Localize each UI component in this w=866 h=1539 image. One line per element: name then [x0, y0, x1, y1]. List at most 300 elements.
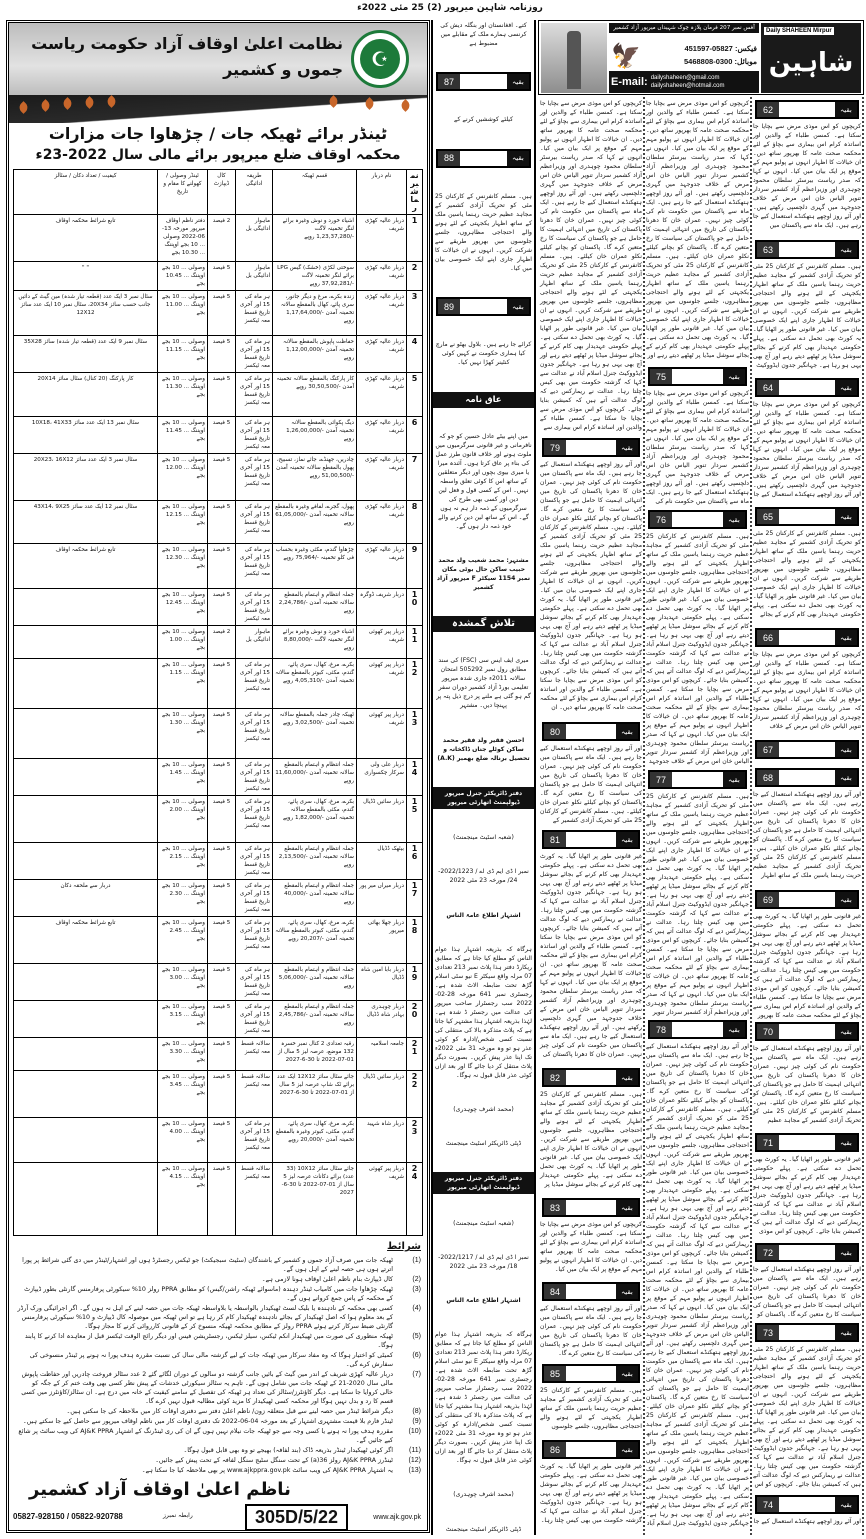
- cell-shrine: دربار عالیہ کھڑی شریف: [356, 215, 406, 261]
- term-item: [17, 1427, 421, 1445]
- cell-pay: ہر ماہ کی 15 اور آخری تاریخ قسط معہ ٹیکسز: [235, 1001, 272, 1037]
- mda-sign-2: (محمد اشرف چوہدری): [453, 1491, 514, 1499]
- cell-remark: [14, 1038, 157, 1070]
- lost-body: میری ایف ایس سی (FSC) کی سند مطابق رول نمبر 505292 امتحان سالانہ 2011ء جاری شدہ میرپور تعلیمی بورڈ آزاد کشمیر دوران سفر گم ہو گئی ہے ملنے پر درج ذیل پتہ پر پہنچا دیں۔ مشتہر: [436, 657, 531, 710]
- terms-title: شرائط: [387, 1241, 421, 1252]
- cell-pay: ہر ماہ کی 15 اور آخری تاریخ قسط معہ ٹیکسز: [235, 544, 272, 588]
- box-number: 65: [757, 509, 779, 524]
- term-text: اگر کوئی ٹھیکیدار ٹینڈر بذریعہ ڈاک (بند لفافہ) بھیجے تو وہ بھی قابل قبول ہوگا۔: [183, 1447, 393, 1454]
- continued-box-89: 89 بقیہ: [436, 297, 531, 316]
- cell-dep: 5 فیصد: [207, 336, 235, 372]
- cell-dep: 5 فیصد: [207, 843, 235, 879]
- term-text: یہ اشتہار AJ&K PPRA کی ویب سائٹ www.ajkppra.gov.pk پر بھی ملاحظہ کیا جا سکتا ہے۔: [141, 1467, 393, 1474]
- cell-date: وصولی ... 10 بجے اوپننگ ... 1.00 بجے: [157, 626, 207, 658]
- cell-remark: تابع شرائط محکمہ اوقاف: [55, 920, 116, 926]
- continued-box-64: [755, 378, 859, 397]
- news-text: غیر قانونی طور پر اٹھایا گیا۔ یہ کورٹ بھی تحمل دے سکتی ہے۔ پہلے حکومتی عہدیدار بھی کام کرنے کے بجائے سوشل میڈیا پر ٹھٹھے دیتے رہے اور آج بھی یہی ہو رہا ہے۔ جہانگیر جدون ایڈووکیٹ جنرل اسلام آباد نے عدالت سے کہا کہ گزشتہ حکومت میں بھی کیس چلتا رہا۔ عدالت نے ریمارکس دیے کہ لوگ عدالت آتے ہیں کہ کمیشن بنایا جائے۔ کریچوں کو اس موذی: [753, 1156, 861, 1235]
- cell-shrine: دربار علی ولی سرکار چکسواری: [356, 759, 406, 795]
- news-text: اور آئے روز اوچھے ہتھکنڈے استعمال کیے جا رہے ہیں۔ ایک ماہ سے پاکستان میں حکومت نام کی کوئی چیز نہیں۔ عمران خان کا دھرنا پاکستان کی تاریخ میں انتہائی اہمیت کا حامل ہے جو پاکستان کی سیاست کا رخ متعین کرے گا۔ پاکستان کو بچانے کیلئے نکلو عمران خان کیلئے۔ ہیں۔ مسلم کانفرنس کے کارکنان 25 مئی کو تحریک آزادی کشمیر کے: [540, 745, 642, 824]
- term-item: [17, 1256, 421, 1274]
- column-header: قسم ٹھیکہ: [272, 170, 356, 214]
- term-number: (12): [408, 1457, 421, 1464]
- news-text: ہیں۔ مسلم کانفرنس کے کارکنان 25 مئی کو تحریک آزادی کشمیر کے مجاہد عظیم حریت رہنما یاسین ملک کے ساتھ اظہار یکجہتی کے لئے ہونے والے احتجاجی مظاہروں، جلسے جلوسوں میں بھرپور طریقے سے شرکت کریں۔ انہوں نے ان خیالات کا اظہار جاری اپنے ایک خصوصی بیان میں کیا۔ غیر قانونی طور پر اٹھایا گیا۔ یہ کورٹ بھی تحمل دے سکتی ہے۔ پہلے حکومتی عہدیدار بھی کام کرنے کے بجائے: [753, 530, 861, 618]
- table-row: [14, 589, 422, 626]
- box-number: 80: [544, 724, 566, 739]
- cell-shrine: بیٹھک ڈڈیال: [356, 843, 406, 879]
- term-text: ٹینڈرز AJ&K PPRA رولز 36(a) کے تحت سنگل سٹیج سنگل لفافہ کے تحت پیش کیے جائیں۔: [155, 1457, 393, 1464]
- box-number: 86: [544, 1442, 566, 1457]
- news-text: کریچوں کو اس موذی مرض سے بچایا جا سکتا ہے۔ کمسن طلباء کے والدین اور اساتذہ کرام اس بیماری سے بچاؤ کے لئے محکمہ صحت عامہ کا بھرپور ساتھ دیں۔ ان خیالات کا اظہار انہوں نے پولیو مہم کے موقع پر ایک بیان میں کیا۔: [540, 1221, 642, 1273]
- term-number: (5): [412, 1333, 421, 1340]
- cell-no: 14: [406, 759, 422, 795]
- cell-dep: 5 فیصد: [207, 454, 235, 500]
- continued-box-68: [755, 768, 859, 787]
- cell-type: کار پارکنگ بالمقطع سالانہ تخمینہ آمدن -/30,50,500 روپے: [272, 373, 356, 416]
- box-number: 68: [757, 770, 779, 785]
- cell-pay: ہر ماہ کی 15 اور آخری تاریخ قسط معہ ٹیکسز: [235, 454, 272, 500]
- cell-no: 1: [406, 215, 422, 261]
- news-snippet: کرائے جا رہے ہیں۔ بلاول بھٹو نے مارچ کیا ہماری حکومت نے کہیں کوئی کنٹینر کھڑا نہیں کیا۔: [435, 341, 532, 367]
- cell-shrine: دربار جھلا بھائی میرپور: [356, 917, 406, 963]
- box-number: 72: [757, 1245, 779, 1260]
- cell-date: وصولی ... 10 بجے اوپننگ ... 3.15 بجے: [157, 1001, 207, 1037]
- term-item: [17, 1285, 421, 1303]
- cell-pay: ہر ماہ کی 15 اور آخری تاریخ قسط معہ ٹیکسز: [235, 501, 272, 543]
- cell-dep: 2 فیصد: [207, 215, 235, 261]
- cell-shrine: دربار عالیہ کھڑی شریف: [356, 291, 406, 335]
- office-address: آفس نمبر 207 فرمان پلازہ چوک شہیداں میرپور آزاد کشمیر: [609, 23, 759, 33]
- cell-pay: ہر ماہ کی 15 اور آخری تاریخ قسط معہ ٹیکسز: [235, 880, 272, 916]
- box-number: 63: [757, 242, 779, 257]
- cell-dep: 5 فیصد: [207, 1163, 235, 1235]
- continued-label: بقیہ: [616, 440, 638, 455]
- cell-dep: 5 فیصد: [207, 759, 235, 795]
- cell-pay: ہر ماہ کی 15 اور آخری تاریخ قسط معہ ٹیکسز: [235, 336, 272, 372]
- continued-label: بقیہ: [835, 102, 857, 117]
- cell-shrine: دربار عالیہ کھڑی شریف: [356, 454, 406, 500]
- aaq-nama-heading: عاق نامہ: [433, 392, 534, 408]
- cell-shrine: دربار شریف ڈوگرہ: [356, 589, 406, 625]
- column-header: کیفیت / تعداد دکان / سٹالز: [54, 173, 117, 179]
- term-item: [17, 1351, 421, 1369]
- continued-label: بقیہ: [835, 1245, 857, 1260]
- cell-remark: سٹال نمبر 9 ایک عدد (قطعہ تیار شدہ) سائز 35X28: [23, 339, 148, 345]
- news-text: اور آئے روز اوچھے ہتھکنڈے استعمال کیے جا رہے ہیں۔ ایک ماہ سے پاکستان میں حکومت نام کی کوئی چیز نہیں۔ عمران خان کا دھرنا پاکستان کی تاریخ میں انتہائی اہمیت کا حامل ہے جو پاکستان کی سیاست کا رخ متعین کرے گا۔ پاکستان کو بچانے کیلئے نکلو عمران خان کیلئے۔ ہیں۔ مسلم کانفرنس کے کارکنان 25 مئی کو تحریک آزادی کشمیر کے مجاہد عظیم: [753, 1045, 861, 1124]
- news-text: اور آئے روز اوچھے ہتھکنڈے استعمال کیے جا رہے ہیں۔ ایک ماہ سے پاکستان میں حکومت نام کی کوئی چیز نہیں۔ عمران خان کا دھرنا پاکستان کی تاریخ میں انتہائی اہمیت کا حامل ہے جو پاکستان کی سیاست کا رخ متعین کرے گا۔ پاکستان کو بچانے کیلئے نکلو عمران خان کیلئے۔ ہیں۔ مسلم کانفرنس کے کارکنان 25 مئی کو تحریک آزادی کشمیر کے مجاہد عظیم حریت رہنما یاسین ملک کے ساتھ اظہار یکجہتی کے لئے ہونے والے احتجاجی مظاہروں، جلسے جلوسوں میں بھرپور طریقے سے شرکت کریں۔ انہوں نے ان خیالات کا اظہار جاری اپنے ایک خصوصی بیان میں کیا۔ غیر قانونی طور پر اٹھایا گیا۔ یہ کورٹ بھی تحمل دے سکتی ہے۔ پہلے حکومتی عہدیدار بھی کام کرنے کے بجائے سوشل میڈیا پر ٹھٹھے دیتے رہے اور آج بھی یہی ہو رہا ہے۔ جہانگیر جدون ایڈووکیٹ جنرل اسلام آباد نے عدالت سے کہا کہ گزشتہ حکومت میں بھی کیس چلتا رہا۔ عدالت نے ریمارکس دیے کہ لوگ عدالت آتے ہیں کہ کمیشن بنایا جائے۔ کریچوں کو اس موذی مرض سے بچایا جا سکتا ہے۔ کمسن طلباء کے والدین اور اساتذہ کرام اس بیماری سے بچاؤ کے لئے محکمہ صحت عامہ کا بھرپور ساتھ دیں۔ ان خیالات کا اظہار انہوں نے پولیو مہم کے موقع پر ایک بیان میں کیا۔ انہوں نے کہا کہ صدر ریاست بیرسٹر سلطان محمود چوہدری اور وزیراعظم آزاد کشمیر سردار تنویر الیاس خان اس مرض کے خلاف جدوجہد میں گہری دلچسپی رکھتے ہیں۔ اور آئے روز اوچھے ہتھکنڈے استعمال کیے جا رہے ہیں۔ ایک ماہ سے پاکستان میں حکومت نام کی کوئی چیز نہیں۔ عمران خان کا دھرنا پاکستان کی تاریخ میں انتہائی اہمیت کا حامل ہے جو پاکستان کی سیاست کا رخ متعین کرے گا۔ پاکستان کو بچانے کیلئے نکلو عمران خان کیلئے۔ ہیں۔ مسلم کانفرنس کے کارکنان 25 مئی کو تحریک آزادی کشمیر کے مجاہد عظیم حریت رہنما یاسین ملک کے ساتھ اظہار یکجہتی کے لئے ہونے والے احتجاجی مظاہروں، جلسے جلوسوں میں بھرپور طریقے سے شرکت کریں۔ انہوں نے ان خیالات کا اظہار جاری اپنے ایک خصوصی بیان میں کیا۔ غیر قانونی طور پر اٹھایا گیا۔ یہ کورٹ بھی تحمل دے سکتی ہے۔ پہلے حکومتی عہدیدار بھی کام کرنے کے بجائے سوشل میڈیا پر ٹھٹھے دیتے رہے اور آج بھی یہی ہو رہا ہے۔ جہانگیر جدون ایڈووکیٹ جنرل اسلام آباد: [646, 1043, 749, 1527]
- cell-date: وصولی ... 10 بجے اوپننگ ... 12.30 بجے: [157, 544, 207, 588]
- continued-box-71: [755, 1133, 859, 1152]
- cell-no: 16: [406, 843, 422, 879]
- website-link[interactable]: www.ajk.gov.pk: [373, 1514, 421, 1521]
- continued-label: بقیہ: [835, 742, 857, 757]
- dateline: روزنامہ شاہین میرپور (2) 25 مئی 2022ء: [357, 3, 543, 13]
- news-text: اور آئے روز اوچھے ہتھکنڈے استعمال کیے جا رہے ہیں۔ ایک ماہ سے پاکستان میں حکومت نام کی کوئی چیز نہیں۔ عمران خان کا دھرنا پاکستان کی تاریخ میں انتہائی اہمیت کا حامل ہے جو پاکستان کی سیاست کا رخ متعین کرے گا۔ پاکستان کو: [753, 1266, 861, 1318]
- column-divider: [862, 97, 864, 1535]
- term-text: کال ڈیپازٹ بنام ناظم اعلیٰ اوقاف ہونا لازمی ہے۔: [261, 1276, 393, 1283]
- cell-pay: ہر ماہ کی 15 اور آخری تاریخ قسط معہ ٹیکسز: [235, 589, 272, 625]
- term-text: مقررہ ہدف پورا نہ ہونے یا کسی وجہ سے جو ٹھیکہ جات نیلام نہیں ہوں گے ان کی ری ٹینڈرنگ کے اشتہار AJ&K PPRA کی ویب سائٹ پر شائع کیے جائیں گے۔: [18, 1428, 393, 1444]
- decorative-leaf-band: [9, 95, 427, 123]
- term-text: دیگر شرائط ٹینڈر میں حصہ لینے سے قبل متعلقہ زون/ ناظم اعلیٰ دفتر سے دفتری اوقات کار میں ملاحظہ کی جا سکتی ہیں۔: [66, 1408, 393, 1415]
- cell-type: جملہ انتظام و اہتمام بالمقطع سالانہ تخمینہ آمدن -/40,000 روپے: [272, 880, 356, 916]
- continued-box-65: [755, 507, 859, 526]
- cell-pay: ہر ماہ کی 15 اور آخری تاریخ قسط معہ ٹیکسز: [235, 759, 272, 795]
- box-number: 67: [757, 742, 779, 757]
- cell-type: چادریں، جھنڈے، جائے نماز، تسبیح، پھول بالمقطع سالانہ تخمینہ آمدن -/51,00,500 روپے: [272, 454, 356, 500]
- cell-remark: سٹال نمبر 3 ایک عدد سائز 20X23، 16X12: [33, 457, 138, 463]
- term-text: دربار عالیہ کھڑی شریف کے اندر مین گیٹ کے بائیں جانب گزشتہ دو سالوں کے دوران لگائے گئے 2 عدد سٹالز فروخت چادریں اور حفاظت پاپوش مالی سال 2020-21 کے ٹھیکہ جات میں شامل ہوں گے۔ تاہم یہ سٹالز سیکورٹی خدشات کے پیش نظر کسی بھی وقت ختم کر کے جگہ کو خالی کروایا جا سکتا ہے۔ دیگر کاؤنٹرز/سٹالز کی تعداد ہر ٹھیکہ کی تفصیل کے سامنے کیفیت کے خانہ میں درج ہے۔ ان سٹالز/کاؤنٹرز میں کسی قسم کا رد و بدل نہیں ہوگا اور محکمہ کسی ٹھیکیدار کا مزید کوئی مطالبہ قبول نہیں کرے گا۔: [21, 1371, 393, 1405]
- cell-remark: [14, 659, 157, 708]
- cell-no: 3: [406, 291, 422, 335]
- continued-box-76: [648, 510, 747, 529]
- term-text: ٹھیکہ جات میں صرف آزاد جموں و کشمیر کے باشندگان (سٹیٹ سبجیکٹ) جو ٹیکس رجسٹرڈ ہوں اور اشتہار/ٹینڈر میں دی گئی شرائط پر پورا اترتے ہوں ہی حصہ لینے کے اہل ہوں گے۔: [22, 1257, 393, 1273]
- cell-remark: [14, 1001, 157, 1037]
- table-row: [14, 626, 422, 659]
- cell-no: 18: [406, 917, 422, 963]
- cell-dep: 5 فیصد: [207, 659, 235, 708]
- term-number: (2): [412, 1276, 421, 1283]
- news-text: غیر قانونی طور پر اٹھایا گیا۔ یہ کورٹ بھی تحمل دے سکتی ہے۔ پہلے حکومتی عہدیدار بھی کام کرنے کے بجائے سوشل میڈیا پر ٹھٹھے دیتے رہے اور آج بھی یہی ہو رہا ہے۔ جہانگیر جدون ایڈووکیٹ جنرل اسلام آباد نے عدالت سے کہا کہ گزشتہ حکومت میں بھی کیس چلتا رہا۔: [540, 1463, 642, 1524]
- cell-type: دیگ پکوائی بالمقطع سالانہ تخمینہ آمدن -/1,26,00,000 روپے: [272, 417, 356, 453]
- continued-box-86: [542, 1440, 640, 1459]
- cell-no: 15: [406, 796, 422, 842]
- cell-type: رقبہ تعدادی 2 کنال نمبر خسرہ 132 موضع، عرصہ لیز 5 سال از 01-07-2022 تا 30-6-2027: [272, 1038, 356, 1070]
- continued-box-66: [755, 628, 859, 647]
- continued-label: بقیہ: [616, 1366, 638, 1381]
- cell-pay: ہر ماہ کی 15 اور آخری تاریخ قسط معہ ٹیکسز: [235, 417, 272, 453]
- mda-sign-1: (محمد اشرف چوہدری): [453, 1105, 514, 1113]
- news-text: کریچوں کو اس موذی مرض سے بچایا جا سکتا ہے۔ کمسن طلباء کے والدین اور اساتذہ کرام اس بیماری سے بچاؤ کے لئے محکمہ صحت عامہ کا بھرپور ساتھ دیں۔ ان خیالات کا اظہار انہوں نے پولیو مہم کے موقع پر ایک بیان میں کیا۔ انہوں نے کہا کہ صدر ریاست بیرسٹر سلطان محمود چوہدری اور وزیراعظم آزاد کشمیر سردار تنویر الیاس خان اس مرض کے خلاف جدوجہد میں گہری دلچسپی رکھتے ہیں۔ اور آئے روز اوچھے ہتھکنڈے استعمال کیے جا رہے ہیں۔ ایک ماہ سے پاکستان میں حکومت نام کی: [646, 390, 749, 505]
- news-text: ہیں۔ مسلم کانفرنس کے کارکنان 25 مئی کو تحریک آزادی کشمیر کے مجاہد عظیم حریت رہنما یاسین ملک کے ساتھ اظہار یکجہتی کے لئے ہونے والے احتجاجی مظاہروں، جلسے جلوسوں میں بھرپور طریقے سے شرکت کریں۔ انہوں نے ان خیالات کا اظہار جاری اپنے ایک خصوصی بیان میں کیا۔ غیر قانونی طور پر اٹھایا گیا۔ یہ کورٹ بھی تحمل دے سکتی ہے۔ پہلے حکومتی عہدیدار بھی کام کرنے کے بجائے سوشل میڈیا پر ٹھٹھے دیتے رہے اور آج بھی یہی ہو رہا ہے۔ جہانگیر جدون ایڈووکیٹ جنرل اسلام آباد نے عدالت سے کہا کہ گزشتہ حکومت میں بھی کیس چلتا رہا۔ عدالت نے ریمارکس دیے کہ لوگ عدالت آتے ہیں کہ کمیشن بنایا جائے۔ کریچوں کو اس موذی مرض سے بچایا جا سکتا ہے۔ کمسن طلباء کے والدین اور اساتذہ کرام اس بیماری سے بچاؤ کے لئے محکمہ صحت عامہ کا بھرپور ساتھ دیں۔ ان خیالات کا اظہار انہوں نے پولیو مہم کے موقع پر ایک بیان میں کیا۔ انہوں نے کہا کہ صدر ریاست بیرسٹر سلطان محمود چوہدری اور وزیراعظم آزاد کشمیر سردار تنویر: [646, 793, 749, 1016]
- table-row: [14, 417, 422, 454]
- email-2[interactable]: dailyshaheen@hotmail.com: [650, 83, 725, 89]
- box-number: 62: [757, 102, 779, 117]
- tender-table: [13, 169, 423, 1236]
- news-snippet: کیلئے کوششیں کرنے کے: [453, 116, 514, 124]
- cell-remark: تابع شرائط محکمہ اوقاف: [55, 218, 116, 224]
- news-snippet: کتے۔ افغانستان اور بنگلہ دیش کی کرنسی ہمارے ملک کے مقابلے میں مضبوط ہے: [440, 22, 527, 47]
- cell-type: جائے سٹال سائز 10X12 (33 عدد) برائے دکانات عرصہ لیز 5 سال از 01-07-2022 تا 30-6-2027: [272, 1163, 356, 1235]
- cell-date: وصولی ... 10 بجے اوپننگ ... 11.30 بجے: [157, 373, 207, 416]
- table-row: [14, 373, 422, 417]
- cell-shrine: دربار بابا امین شاہ ڈڈیال: [356, 964, 406, 1000]
- masthead: [538, 20, 864, 95]
- cell-dep: 5 فیصد: [207, 373, 235, 416]
- mda-heading-2: دفتر ڈائریکٹر جنرل میرپور ڈیولپمنٹ اتھارٹی میرپور: [433, 1172, 534, 1194]
- mda-ref-1: نمبر ا ڈی ایم ڈی اے / 2022/1223-24/ مورخہ 23 مئی 2022: [438, 868, 529, 885]
- continued-box-88: 88 بقیہ: [436, 149, 531, 168]
- cell-remark: [14, 1118, 157, 1162]
- email-block: [609, 71, 759, 93]
- box-number: 64: [757, 380, 779, 395]
- table-header: [14, 170, 422, 215]
- table-row: [14, 964, 422, 1001]
- continued-box-62: [755, 100, 859, 119]
- news-text: ہیں۔ مسلم کانفرنس کے کارکنان 25 مئی کو تحریک آزادی کشمیر کے مجاہد عظیم حریت رہنما یاسین ملک کے ساتھ اظہار یکجہتی کے لئے ہونے والے احتجاجی مظاہروں، جلسے جلوسوں: [540, 1387, 642, 1430]
- cell-remark: [14, 626, 157, 658]
- cell-type: جملہ انتظام و اہتمام بالمقطع سالانہ تخمینہ آمدن -/2,24,786 روپے: [272, 589, 356, 625]
- mda-dept: (شعبہ اسٹیٹ مینجمنٹ): [453, 1219, 514, 1227]
- term-item: [17, 1275, 421, 1284]
- cell-pay: سالانہ قسط معہ ٹیکسز: [235, 1038, 272, 1070]
- mda-heading-1: دفتر ڈائریکٹر جنرل میرپور ڈیولپمنٹ اتھارٹی میرپور: [433, 787, 534, 809]
- email-label: E-mail:: [611, 76, 648, 88]
- continued-label: بقیہ: [835, 1135, 857, 1150]
- cell-shrine: دربار عالیہ کھڑی شریف: [356, 373, 406, 416]
- cell-type: حفاظت پاپوش بالمقطع سالانہ تخمینہ آمدن -/1,12,00,000 روپے: [272, 336, 356, 372]
- table-row: [14, 917, 422, 964]
- continued-box-73: [755, 1323, 859, 1342]
- news-text: کریچوں کو اس موذی مرض سے بچایا جا سکتا ہے۔ کمسن طلباء کے والدین اور اساتذہ کرام اس بیماری سے بچاؤ کے لئے محکمہ صحت عامہ کا بھرپور ساتھ دیں۔ ان خیالات کا اظہار انہوں نے پولیو مہم کے موقع پر ایک بیان میں کیا۔ انہوں نے کہا کہ صدر ریاست بیرسٹر سلطان محمود چوہدری اور وزیراعظم آزاد کشمیر سردار تنویر الیاس خان اس مرض کے خلاف جدوجہد میں گہری دلچسپی رکھتے ہیں۔ اور آئے روز اوچھے ہتھکنڈے استعمال کیے جا: [753, 401, 861, 498]
- cell-no: 11: [406, 626, 422, 658]
- cell-no: 19: [406, 964, 422, 1000]
- lost-signature: احسن فقیر ولد فقیر محمد ساکن کوٹلے جناں ڈاکخانہ و تحصیل برنالہ ضلع بھمبر (A.K): [437, 736, 530, 762]
- fax-number: فیکس: 05827-451597: [684, 44, 757, 53]
- cell-type: بکرے، مرغ، کھال، سری پائے، گندم، مکئی، کبوتر بالمقطع سالانہ تخمینہ آمدن -/20,207 روپے: [272, 917, 356, 963]
- cell-remark: سٹال نمبر 12 ایک عدد سائز 43X14، 9X25: [33, 504, 138, 510]
- cell-no: 24: [406, 1163, 422, 1235]
- ad-code: 305D/5/22: [245, 1504, 348, 1531]
- cell-pay: ہر ماہ کی 15 اور آخری تاریخ قسط معہ ٹیکسز: [235, 964, 272, 1000]
- cell-remark: [14, 759, 157, 795]
- term-text: ٹھیکہ منظوری کی صورت میں ٹھیکیدار انکم ٹیکس، سیلز ٹیکس، رجسٹریشن فیس اور دیگر رائج الوقت ٹیکسز قبل از معاہدہ ادا کرنے کا پابند ہوگا۔: [24, 1333, 393, 1349]
- news-text: اور آئے روز اوچھے ہتھکنڈے استعمال کیے جا: [753, 1518, 861, 1525]
- news-text: غیر قانونی طور پر اٹھایا گیا۔ یہ کورٹ بھی تحمل دے سکتی ہے۔ پہلے حکومتی عہدیدار بھی کام کرنے کے بجائے سوشل میڈیا پر ٹھٹھے دیتے رہے اور آج بھی یہی ہو رہا ہے۔ جہانگیر جدون ایڈووکیٹ جنرل اسلام آباد نے عدالت سے کہا کہ گزشتہ حکومت میں بھی کیس چلتا رہا۔ عدالت نے ریمارکس دیے کہ لوگ عدالت آتے ہیں کہ کمیشن بنایا جائے۔ کریچوں کو اس موذی مرض سے بچایا جا سکتا ہے۔ کمسن طلباء کے والدین اور اساتذہ کرام اس بیماری سے بچاؤ کے لئے محکمہ صحت عامہ کا بھرپور: [753, 913, 861, 1019]
- continued-label: بقیہ: [616, 832, 638, 847]
- notice-header: [9, 23, 427, 95]
- contact-label: رابطہ نمبرز: [163, 1512, 193, 1519]
- tender-notice: [6, 20, 430, 1533]
- cell-no: 20: [406, 1001, 422, 1037]
- term-number: (4): [412, 1305, 421, 1312]
- cell-date: وصولی ... 10 بجے اوپننگ ... 2.30 بجے: [157, 880, 207, 916]
- continued-label: بقیہ: [835, 380, 857, 395]
- mda-sign-title-2: ڈپٹی ڈائریکٹر اسٹیٹ مینجمنٹ: [445, 1525, 522, 1533]
- box-number: 81: [544, 832, 566, 847]
- box-number: 82: [544, 1070, 566, 1085]
- term-item: [17, 1304, 421, 1331]
- aaq-nama-body: میں اپنے بیٹے عادل حسین کو جو کہ نافرمانی و غیر قانونی سرگرمیوں میں ملوث ہونے اور خلاف قانون طرز عمل کی بناء پر عاق کرتا ہوں۔ آئندہ میرا یا میری بیوی بچوں اور دیگر متعلقین کے ساتھ اس کا کوئی تعلق واسطہ نہیں۔ اس کے کسی قول و فعل لین دین اور کسی بھی طرح کی سرگرمیوں کے ذمہ دار ہم نہ ہوں گے۔ اس کے ساتھ لین دین کرنے والے خود ذمہ دار ہوں گے۔: [435, 432, 532, 530]
- table-row: [14, 1001, 422, 1038]
- cell-date: وصولی ... 10 بجے اوپننگ ... 4.00 بجے: [157, 1118, 207, 1162]
- cell-type: جملہ انتظام و اہتمام بالمقطع سالانہ تخمینہ آمدن -/11,60,000 روپے: [272, 759, 356, 795]
- cell-no: 5: [406, 373, 422, 416]
- cell-remark: " ": [82, 265, 89, 271]
- cell-dep: 5 فیصد: [207, 1071, 235, 1117]
- cell-shrine: دربار پیر کھوئی شریف: [356, 659, 406, 708]
- cell-shrine: دربار عالیہ کھڑی شریف: [356, 544, 406, 588]
- continued-box-77: [648, 770, 747, 789]
- continued-label: بقیہ: [616, 1284, 638, 1299]
- table-row: [14, 1118, 422, 1163]
- continued-box-80: [542, 722, 640, 741]
- continued-box-85: [542, 1364, 640, 1383]
- box-number: 85: [544, 1366, 566, 1381]
- cell-pay: سالانہ قسط معہ ٹیکسز: [235, 1163, 272, 1235]
- column-classifieds: [431, 20, 536, 1535]
- news-text: کریچوں کو اس موذی مرض سے بچایا جا سکتا ہے۔ کمسن طلباء کے والدین اور اساتذہ کرام اس بیماری سے بچاؤ کے لئے محکمہ صحت عامہ کا بھرپور ساتھ دیں۔ ان خیالات کا اظہار انہوں نے پولیو مہم کے موقع پر ایک بیان میں کیا۔ انہوں نے کہا کہ صدر ریاست بیرسٹر سلطان محمود چوہدری اور وزیراعظم آزاد کشمیر سردار تنویر الیاس خان اس مرض کے خلاف: [753, 651, 861, 730]
- box-number: 76: [650, 512, 672, 527]
- news-text: کریچوں کو اس موذی مرض سے بچایا جا سکتا ہے۔ کمسن طلباء کے والدین اور اساتذہ کرام اس بیماری سے بچاؤ کے لئے محکمہ صحت عامہ کا بھرپور ساتھ دیں۔ ان خیالات کا اظہار انہوں نے پولیو مہم کے موقع پر ایک بیان میں کیا۔ انہوں نے کہا کہ صدر ریاست بیرسٹر سلطان محمود چوہدری اور وزیراعظم آزاد کشمیر سردار تنویر الیاس خان اس مرض کے خلاف جدوجہد میں گہری دلچسپی رکھتے ہیں۔ اور آئے روز اوچھے ہتھکنڈے استعمال کیے جا رہے ہیں۔ ایک ماہ سے پاکستان میں حکومت نام کی کوئی چیز نہیں۔ عمران خان کا دھرنا پاکستان کی تاریخ میں انتہائی اہمیت کا حامل ہے جو پاکستان کی سیاست کا رخ متعین کرے گا۔ پاکستان کو بچانے کیلئے نکلو عمران خان کیلئے۔ ہیں۔ مسلم کانفرنس کے کارکنان 25 مئی کو تحریک آزادی کشمیر کے مجاہد عظیم حریت رہنما یاسین ملک کے ساتھ اظہار یکجہتی کے لئے ہونے والے احتجاجی مظاہروں، جلسے جلوسوں میں بھرپور طریقے سے شرکت کریں۔ انہوں نے ان خیالات کا اظہار جاری اپنے ایک خصوصی بیان میں کیا۔ غیر قانونی طور پر اٹھایا گیا۔ یہ کورٹ بھی تحمل دے سکتی ہے۔ پہلے حکومتی عہدیدار بھی کام کرنے کے بجائے سوشل میڈیا پر ٹھٹھے دیتے رہے اور: [646, 100, 749, 359]
- cell-pay: ہر ماہ کی 15 اور آخری تاریخ قسط معہ ٹیکسز: [235, 373, 272, 416]
- news-text: ہیں۔ مسلم کانفرنس کے کارکنان 25 مئی کو تحریک آزادی کشمیر کے مجاہد عظیم حریت رہنما یاسین ملک کے ساتھ اظہار یکجہتی کے لئے ہونے والے احتجاجی مظاہروں، جلسے جلوسوں میں بھرپور طریقے سے شرکت کریں۔ انہوں نے ان خیالات کا اظہار جاری اپنے ایک خصوصی بیان میں کیا۔: [435, 192, 532, 272]
- term-text: ٹینڈر فارم بلا قیمت مشتہری اشتہار کے بعد مورخہ 04-06-2022 تک دفتری اوقات کار میں ناظم اوقاف میرپور سے حاصل کیے جا سکتے ہیں۔: [22, 1418, 393, 1425]
- cell-dep: 5 فیصد: [207, 262, 235, 290]
- cell-date: وصولی ... 10 بجے اوپننگ ... 2.00 بجے: [157, 796, 207, 842]
- table-row: [14, 501, 422, 544]
- cell-type: جملہ انتظام و اہتمام بالمقطع سالانہ تخمینہ آمدن -/2,45,786 روپے: [272, 1001, 356, 1037]
- continued-label: بقیہ: [835, 1325, 857, 1340]
- term-item: [17, 1407, 421, 1416]
- continued-box-83: [542, 1198, 640, 1217]
- continued-box-69: [755, 890, 859, 909]
- cell-dep: 5 فیصد: [207, 1001, 235, 1037]
- continued-box-79: [542, 438, 640, 457]
- cell-shrine: دربار عالیہ کھڑی شریف: [356, 501, 406, 543]
- cell-no: 4: [406, 336, 422, 372]
- cell-type: جائے سٹال سائز 12X12 ایک عدد برائے ٹک شاپ عرصہ لیز 5 سال از 01-07-2022 تا 30-6-2027: [272, 1071, 356, 1117]
- cell-pay: ماہوار ادائیگی بل: [235, 626, 272, 658]
- cell-date: وصولی ... 10 بجے اوپننگ ... 3.00 بجے: [157, 964, 207, 1000]
- box-number: 78: [650, 1022, 672, 1037]
- mda-sign-title-1: ڈپٹی ڈائریکٹر اسٹیٹ مینجمنٹ: [445, 1140, 522, 1148]
- cell-dep: 5 فیصد: [207, 291, 235, 335]
- continued-box-75: [648, 367, 747, 386]
- mda-body-1: ہرگاہ کہ بذریعہ اشتہار ہذا عوام الناس کو مطلع کیا جاتا ہے کہ مطابق ریکارڈ دفتر ہذا پلاٹ نمبر 213 تعدادی 07 مرلہ واقع سیکٹر E نیو سٹی اسلام گڑھ تحت ضابطہ الاٹ شدہ ہے۔ رجسٹری نمبر 641 مورخہ 28-02-2022 سب رجسٹرار صاحب میرپور کی عدالت میں رجسٹر ڈ شدہ ہے۔ لہٰذا بذریعہ اشتہار ہذا مشتہر کیا جاتا ہے کہ پلاٹ متذکرہ بالا کی منتقلی کی نسبت کسی شخص/ادارہ کو کوئی عذر ہو تو وہ مورخہ 31 مئی 2022ء تک اپنا عذر پیش کریں۔ بصورت دیگر پلاٹ منتقل کر دیا جائے گا اور بعد ازاں کوئی عذر قابل قبول نہ ہوگا۔: [435, 945, 533, 1079]
- term-text: کسی بھی محکمہ کے نادہندہ یا بلیک لسٹ ٹھیکیدار بالواسطہ یا بلاواسطہ ٹھیکہ جات میں حصہ لینے کے اہل نہ ہوں گے۔ اگر اجرائیگی ورک آرڈر کے بعد معلوم ہوا کہ اصل ٹھیکیدار کے بجائے نادہندہ ٹھیکیدار کام کر رہا ہے تو اس ٹھیکہ میں موصولہ کال ڈیپازٹ و 10% سیکورٹی پرفارمنس گارنٹی ضبط سرکار کرتے ہوئے PPRA رولز کے مطابق محکمہ ٹھیکہ منسوخ کر کے قانونی کارروائی کرنے کا مجاز ہوگا۔: [17, 1305, 393, 1330]
- continued-label: بقیہ: [723, 369, 745, 384]
- mda-body-2: ہرگاہ کہ بذریعہ اشتہار ہذا عوام الناس کو مطلع کیا جاتا ہے کہ مطابق ریکارڈ دفتر ہذا پلاٹ نمبر 213 تعدادی 07 مرلہ واقع سیکٹر E نیو سٹی اسلام گڑھ تحت ضابطہ الاٹ شدہ ہے۔ رجسٹری نمبر 641 مورخہ 28-02-2022 سب رجسٹرار صاحب میرپور کی عدالت میں رجسٹر ڈ شدہ ہے۔ لہٰذا بذریعہ اشتہار ہذا مشتہر کیا جاتا ہے کہ پلاٹ متذکرہ بالا کی منتقلی کی نسبت کسی شخص/ادارہ کو کوئی عذر ہو تو وہ مورخہ 31 مئی 2022ء تک اپنا عذر پیش کریں۔ بصورت دیگر پلاٹ منتقل کر دیا جائے گا اور بعد ازاں کوئی عذر قابل قبول نہ ہوگا۔: [435, 1331, 533, 1465]
- term-number: (1): [412, 1257, 421, 1264]
- newspaper-logo: [761, 23, 861, 93]
- cell-no: 10: [406, 589, 422, 625]
- cell-type: پھول، گجرے، لفافے وغیرہ بالمقطع سالانہ تخمینہ آمدن -/61,05,000 روپے: [272, 501, 356, 543]
- cell-pay: ہر ماہ کی 15 اور آخری تاریخ قسط معہ ٹیکسز: [235, 843, 272, 879]
- cell-remark: [14, 796, 157, 842]
- continued-label: بقیہ: [835, 630, 857, 645]
- cell-no: 8: [406, 501, 422, 543]
- term-number: (7): [412, 1371, 421, 1378]
- term-number: (6): [412, 1352, 421, 1359]
- continued-box-78: [648, 1020, 747, 1039]
- lost-heading: تلاش گمشدہ: [433, 616, 534, 632]
- cell-remark: [14, 589, 157, 625]
- cell-type: سوختی لکڑی (خشک) گیس LPG برائے لنگر تخمینہ لاگت -/37,92,281 روپے: [272, 262, 356, 290]
- continued-label: بقیہ: [835, 770, 857, 785]
- cell-dep: 5 فیصد: [207, 1118, 235, 1162]
- cell-remark: دربار سے ملحقہ دکان: [60, 883, 111, 889]
- cell-date: دفتر ناظم اوقاف میرپور مورخہ 13-06-2022 وصولی ... 10 بجے اوپننگ ... 10.30 بجے: [157, 215, 207, 261]
- cell-type: اشیاء خورد و نوش وغیرہ برائے لنگر تخمینہ لاگت -/1,23,37,280 روپے: [272, 215, 356, 261]
- cell-date: وصولی ... 10 بجے اوپننگ ... 11.45 بجے: [157, 417, 207, 453]
- signature: ناظم اعلیٰ اوقاف آزاد کشمیر: [29, 1479, 291, 1500]
- cell-no: 6: [406, 417, 422, 453]
- continued-label: بقیہ: [616, 724, 638, 739]
- ajk-emblem-logo: ☪: [351, 30, 409, 88]
- news-text: ہیں۔ مسلم کانفرنس کے کارکنان 25 مئی کو تحریک آزادی کشمیر کے مجاہد عظیم حریت رہنما یاسین ملک کے ساتھ اظہار یکجہتی کے لئے ہونے والے احتجاجی مظاہروں، جلسے جلوسوں میں بھرپور طریقے سے شرکت کریں۔ انہوں نے ان خیالات کا اظہار جاری اپنے ایک خصوصی بیان میں کیا۔ غیر قانونی طور پر اٹھایا گیا۔ یہ کورٹ بھی تحمل دے سکتی ہے۔ پہلے حکومتی عہدیدار بھی کام کرنے کے بجائے سوشل میڈیا پر ٹھٹھے دیتے رہے اور آج بھی یہی ہو رہا ہے۔ جہانگیر جدون ایڈووکیٹ جنرل اسلام آباد نے عدالت سے کہا کہ گزشتہ حکومت میں بھی کیس چلتا رہا۔ عدالت نے ریمارکس دیے کہ لوگ عدالت آتے ہیں کہ کمیشن بنایا جائے۔ کریچوں کو اس موذی مرض سے بچایا جا سکتا ہے۔ کمسن طلباء کے والدین اور اساتذہ کرام اس بیماری سے بچاؤ کے لئے محکمہ صحت عامہ کا بھرپور ساتھ دیں۔ ان خیالات کا اظہار انہوں نے پولیو مہم کے موقع پر ایک بیان میں کیا۔ انہوں نے کہا کہ صدر ریاست بیرسٹر سلطان محمود چوہدری اور وزیراعظم آزاد کشمیر سردار تنویر الیاس خان اس مرض کے خلاف جدوجہد: [646, 533, 749, 765]
- notice-title: ٹینڈر برائے ٹھیکہ جات / چڑھاوا جات مزارات: [48, 124, 388, 143]
- cell-pay: ماہوار ادائیگی بل: [235, 262, 272, 290]
- column-header: ٹینڈر وصولی / کھولنے کا مقام و تاریخ: [157, 170, 207, 214]
- cell-pay: ماہوار ادائیگی بل: [235, 215, 272, 261]
- term-number: (11): [409, 1447, 421, 1454]
- cell-shrine: دربار عالیہ کھڑی شریف: [356, 336, 406, 372]
- column-header: کال ڈیپازٹ: [207, 170, 235, 214]
- box-number: 66: [757, 630, 779, 645]
- cell-date: وصولی ... 10 بجے اوپننگ ... 2.45 بجے: [157, 917, 207, 963]
- eagle-icon: 🦅: [611, 42, 641, 70]
- email-1[interactable]: dailyshaheen@gmail.com: [650, 75, 720, 81]
- aaq-nama-signature: مشتہر: محمد شعیب ولد محمد حبیب ساکن حال بوٹی مکان نمبر 1154 سیکٹر F میرپور آزاد کشمیر: [436, 556, 531, 591]
- cell-dep: 5 فیصد: [207, 1038, 235, 1070]
- continued-box-67: [755, 740, 859, 759]
- news-text: ہیں۔ مسلم کانفرنس کے کارکنان 25 مئی کو تحریک آزادی کشمیر کے مجاہد عظیم حریت رہنما یاسین ملک کے ساتھ اظہار یکجہتی کے لئے ہونے والے احتجاجی مظاہروں، جلسے جلوسوں میں بھرپور طریقے سے شرکت کریں۔ انہوں نے ان خیالات کا اظہار جاری اپنے ایک خصوصی بیان میں کیا۔ غیر قانونی طور پر اٹھایا گیا۔ یہ کورٹ بھی تحمل دے سکتی ہے۔ پہلے حکومتی عہدیدار بھی کام کرنے کے بجائے سوشل میڈیا پر ٹھٹھے دیتے رہے اور آج بھی یہی ہو رہا ہے۔ جہانگیر جدون ایڈووکیٹ جنرل اسلام آباد نے عدالت سے کہا کہ گزشتہ حکومت میں بھی کیس چلتا رہا۔ عدالت نے ریمارکس دیے کہ لوگ عدالت آتے ہیں کہ کمیشن بنایا جائے۔ کریچوں کو اس: [753, 1346, 861, 1488]
- cell-pay: ہر ماہ کی 15 اور آخری تاریخ قسط معہ ٹیکسز: [235, 917, 272, 963]
- cell-dep: 5 فیصد: [207, 880, 235, 916]
- cell-date: وصولی ... 10 بجے اوپننگ ... 3.45 بجے: [157, 1071, 207, 1117]
- cell-shrine: دربار پیر کھوئی شریف: [356, 709, 406, 758]
- box-number: 70: [757, 1024, 779, 1039]
- notice-footer: [13, 1502, 423, 1536]
- box-number: 75: [650, 369, 672, 384]
- cell-remark: تابع شرائط محکمہ اوقاف: [55, 547, 116, 553]
- continued-box-63: [755, 240, 859, 259]
- cell-shrine: جامعہ اسلامیہ: [356, 1038, 406, 1070]
- cell-date: وصولی ... 10 بجے اوپننگ ... 4.15 بجے: [157, 1163, 207, 1235]
- continued-box-87: 87 بقیہ: [436, 72, 531, 91]
- table-row: [14, 454, 422, 501]
- cell-date: وصولی ... 10 بجے اوپننگ ... 10.45 بجے: [157, 262, 207, 290]
- continued-label: بقیہ: [835, 509, 857, 524]
- news-text: ہیں۔ مسلم کانفرنس کے کارکنان 25 مئی کو تحریک آزادی کشمیر کے مجاہد عظیم حریت رہنما یاسین ملک کے ساتھ اظہار یکجہتی کے لئے ہونے والے احتجاجی مظاہروں، جلسے جلوسوں میں بھرپور طریقے سے شرکت کریں۔ انہوں نے ان خیالات کا اظہار جاری اپنے ایک خصوصی بیان میں کیا۔ غیر قانونی طور پر اٹھایا گیا۔ یہ کورٹ بھی تحمل دے سکتی ہے۔ پہلے حکومتی عہدیدار بھی کام کرنے کے بجائے سوشل میڈیا پر: [540, 1091, 642, 1188]
- cell-type: بکرے، مرغ، کھال، سری پائے، گندم، مکئی، کبوتر بالمقطع سالانہ تخمینہ آمدن -/4,05,310 روپے: [272, 659, 356, 708]
- cell-shrine: دربار میراں میر پور: [356, 880, 406, 916]
- box-number: 71: [757, 1135, 779, 1150]
- term-item: [17, 1417, 421, 1426]
- table-row: [14, 1071, 422, 1118]
- continued-label: بقیہ: [723, 1022, 745, 1037]
- mda-ref-2: نمبر ا ڈی ایم ڈی اے / 2022/1217-18/ مورخہ 23 مئی 2022: [438, 1253, 529, 1270]
- box-number: 79: [544, 440, 566, 455]
- box-number: 69: [757, 892, 779, 907]
- continued-box-82: [542, 1068, 640, 1087]
- cell-remark: [14, 1071, 157, 1117]
- cell-type: جملہ انتظام و اہتمام بالمقطع سالانہ تخمینہ آمدن -/2,13,500 روپے: [272, 843, 356, 879]
- table-row: [14, 336, 422, 373]
- box-number: 73: [757, 1325, 779, 1340]
- newspaper-name: شاہین: [768, 48, 854, 78]
- news-text: اور آئے روز اوچھے ہتھکنڈے استعمال کیے جا رہے ہیں۔ ایک ماہ سے پاکستان میں حکومت نام کی کوئی چیز نہیں۔ عمران خان کا دھرنا پاکستان کی تاریخ میں انتہائی اہمیت کا حامل ہے جو پاکستان کی سیاست کا رخ متعین کرے گا۔: [540, 1305, 642, 1357]
- cell-remark: [14, 709, 157, 758]
- continued-label: بقیہ: [616, 1442, 638, 1457]
- cell-no: 9: [406, 544, 422, 588]
- cell-no: 23: [406, 1118, 422, 1162]
- cell-shrine: دربار سائیں ڈڈیال: [356, 796, 406, 842]
- cell-dep: 5 فیصد: [207, 589, 235, 625]
- cell-shrine: دربار چوہدری بہادر شاہ ڈڈیال: [356, 1001, 406, 1037]
- cell-shrine: دربار عالیہ کھڑی شریف: [356, 417, 406, 453]
- continued-label: بقیہ: [835, 892, 857, 907]
- cell-type: جملہ انتظام و اہتمام بالمقطع سالانہ تخمینہ آمدن -/5,06,000 روپے: [272, 964, 356, 1000]
- cell-pay: ہر ماہ کی 15 اور آخری تاریخ قسط معہ ٹیکسز: [235, 709, 272, 758]
- cell-date: وصولی ... 10 بجے اوپننگ ... 3.30 بجے: [157, 1038, 207, 1070]
- cell-remark: سٹال نمبر 3 ایک عدد (قطعہ تیار شدہ) مین گیٹ کے دائیں جانب حسب سائز 20X34، سٹال نمبر 10 ایک عدد سائز 12X12: [18, 294, 153, 316]
- contact-phones: 05827-928150 / 05822-920788: [13, 1512, 123, 1521]
- cell-no: 7: [406, 454, 422, 500]
- news-text: ہیں۔ مسلم کانفرنس کے کارکنان 25 مئی کو تحریک آزادی کشمیر کے مجاہد عظیم حریت رہنما یاسین ملک کے ساتھ اظہار یکجہتی کے لئے ہونے والے احتجاجی مظاہروں، جلسے جلوسوں میں بھرپور طریقے سے شرکت کریں۔ انہوں نے ان خیالات کا اظہار جاری اپنے ایک خصوصی بیان میں کیا۔ غیر قانونی طور پر اٹھایا گیا۔ یہ کورٹ بھی تحمل دے سکتی ہے۔ پہلے حکومتی عہدیدار بھی کام کرنے کے بجائے سوشل میڈیا پر ٹھٹھے دیتے رہے اور آج بھی یہی ہو رہا ہے۔ جہانگیر جدون ایڈووکیٹ: [753, 263, 861, 369]
- continued-box-81: [542, 830, 640, 849]
- table-row: [14, 759, 422, 796]
